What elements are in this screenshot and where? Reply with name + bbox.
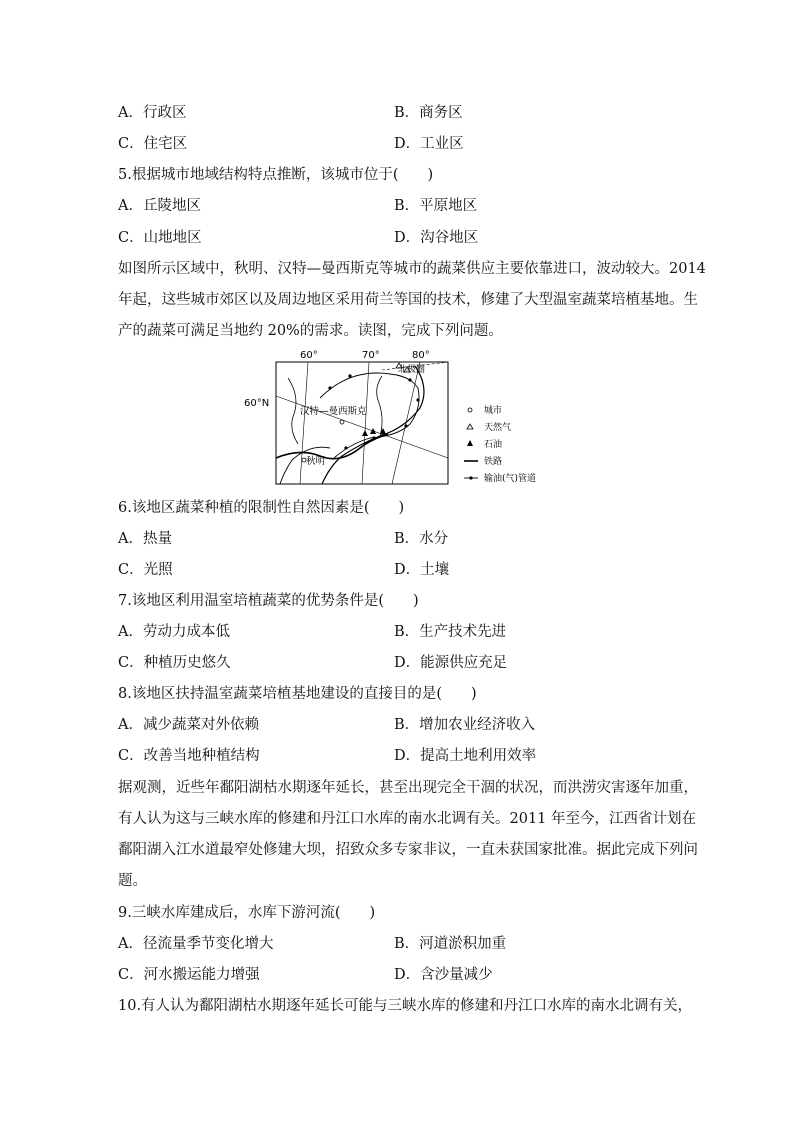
q9-option-d: D．含沙量减少 xyxy=(394,967,493,983)
passage2-line: 题。 xyxy=(118,873,147,889)
passage2-line: 鄱阳湖入江水道最窄处修建大坝，招致众多专家非议，一直未获国家批准。据此完成下列问 xyxy=(118,842,698,858)
q8-option-c: C．改善当地种植结构 xyxy=(118,748,260,764)
q7-stem: 7.该地区利用温室培植蔬菜的优势条件是( ) xyxy=(118,593,419,609)
meridian-70 xyxy=(362,362,369,484)
q5-option-a: A．丘陵地区 xyxy=(118,198,201,214)
legend-railway-label: 铁路 xyxy=(484,457,503,467)
q5-option-d: D．沟谷地区 xyxy=(394,230,479,246)
passage2-line: 有人认为这与三峡水库的修建和丹江口水库的南水北调有关。2011 年至今，江西省计划在 xyxy=(118,811,697,827)
q5-option-c: C．山地地区 xyxy=(118,230,202,246)
q8-option-d: D．提高土地利用效率 xyxy=(394,748,537,764)
q6-stem: 6.该地区蔬菜种植的限制性自然因素是( ) xyxy=(118,500,405,516)
arctic-circle-label: 北极圈 xyxy=(398,365,426,375)
q9-option-c: C．河水搬运能力增强 xyxy=(118,967,260,983)
q5-stem: 5.根据城市地域结构特点推断，该城市位于( ) xyxy=(118,167,434,183)
q6-option-b: B．水分 xyxy=(394,531,449,547)
q10-stem: 10.有人认为鄱阳湖枯水期逐年延长可能与三峡水库的修建和丹江口水库的南水北调有关， xyxy=(118,998,693,1014)
lon-60-label: 60° xyxy=(300,350,318,361)
q6-option-c: C．光照 xyxy=(118,562,173,578)
q8-option-b: B．增加农业经济收入 xyxy=(394,717,536,733)
passage2-line: 据观测，近些年鄱阳湖枯水期逐年延长，甚至出现完全干涸的状况，而洪涝灾害逐年加重， xyxy=(118,780,698,796)
lat-60-label: 60°N xyxy=(244,398,270,409)
city-hanty-label: 汉特—曼西斯克 xyxy=(300,406,367,417)
lon-70-label: 70° xyxy=(362,350,380,361)
tributary-river xyxy=(377,376,382,436)
pipeline-node xyxy=(328,386,331,389)
legend-pipeline-node xyxy=(469,476,472,479)
passage1-line: 如图所示区域中，秋明、汉特—曼西斯克等城市的蔬菜供应主要依靠进口，波动较大。2014 xyxy=(118,261,706,277)
pipeline-node xyxy=(344,446,347,449)
passage1-line: 产的蔬菜可满足当地约 20%的需求。读图，完成下列问题。 xyxy=(118,323,503,339)
pipeline-node xyxy=(408,378,411,381)
legend-oil-label: 石油 xyxy=(484,440,503,450)
legend-gas-label: 天然气 xyxy=(484,423,512,433)
q9-option-b: B．河道淤积加重 xyxy=(394,936,507,952)
q4-option-b: B．商务区 xyxy=(394,105,463,121)
q9-option-a: A．径流量季节变化增大 xyxy=(118,936,274,952)
legend-pipeline-label: 输油(气)管道 xyxy=(484,474,537,484)
q4-option-c: C．住宅区 xyxy=(118,136,188,152)
oil-field-marker xyxy=(370,428,376,434)
pipeline-node xyxy=(404,424,407,427)
pipeline-node xyxy=(348,374,351,377)
legend-gas-symbol xyxy=(467,424,473,429)
q7-option-b: B．生产技术先进 xyxy=(394,624,507,640)
western-river xyxy=(288,378,298,444)
q5-option-b: B．平原地区 xyxy=(394,198,478,214)
city-tyumen-label: 秋明 xyxy=(306,456,326,467)
q7-option-a: A．劳动力成本低 xyxy=(118,624,230,640)
q6-option-d: D．土壤 xyxy=(394,562,450,578)
legend-city-label: 城市 xyxy=(484,406,503,416)
q4-option-d: D．工业区 xyxy=(394,136,464,152)
q4-option-a: A．行政区 xyxy=(118,105,187,121)
q8-stem: 8.该地区扶持温室蔬菜培植基地建设的直接目的是( ) xyxy=(118,686,477,702)
lon-80-label: 80° xyxy=(412,350,430,361)
pipeline-node xyxy=(416,398,419,401)
q7-option-c: C．种植历史悠久 xyxy=(118,655,231,671)
q7-option-d: D．能源供应充足 xyxy=(394,655,508,671)
oil-field-marker xyxy=(362,430,368,436)
q8-option-a: A．减少蔬菜对外依赖 xyxy=(118,717,259,733)
legend-oil-symbol xyxy=(467,440,473,446)
city-hanty-marker xyxy=(340,420,344,424)
q6-option-a: A．热量 xyxy=(118,531,172,547)
region-map xyxy=(244,348,560,488)
passage1-line: 年起，这些城市郊区以及周边地区采用荷兰等国的技术，修建了大型温室蔬菜培植基地。生 xyxy=(118,292,698,308)
legend-city-symbol xyxy=(468,408,472,412)
q9-stem: 9.三峡水库建成后，水库下游河流( ) xyxy=(118,905,376,921)
